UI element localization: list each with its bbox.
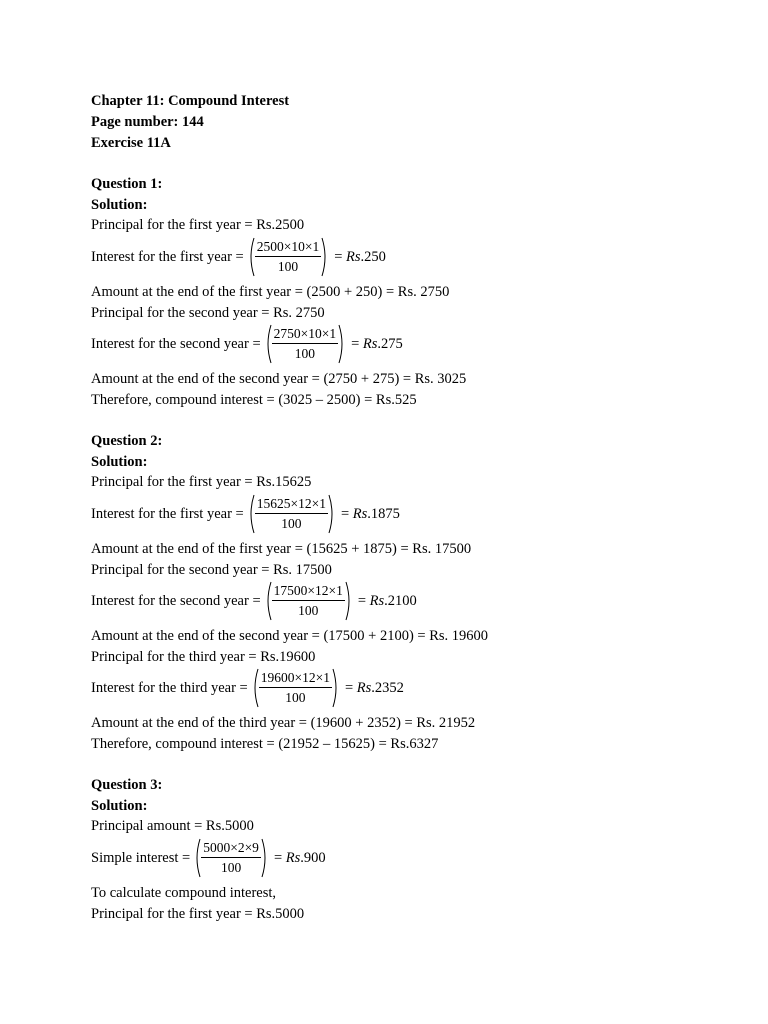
- currency-symbol: Rs: [346, 248, 361, 265]
- fraction-numerator: 17500×12×1: [273, 583, 343, 598]
- left-paren: [264, 581, 272, 621]
- fraction-denominator: 100: [281, 516, 302, 531]
- equation-label: Interest for the first year =: [91, 248, 244, 265]
- question-2-equation: [91, 492, 400, 536]
- question-1-line: Principal for the first year = Rs.2500: [91, 217, 305, 233]
- fraction-numerator: 15625×12×1: [256, 496, 326, 511]
- question-2-solution-label: Solution:: [91, 454, 148, 470]
- question-1-line: Amount at the end of the first year = (2500 + 250) = Rs. 2750: [91, 284, 450, 300]
- right-paren: [261, 838, 269, 878]
- chapter-title: Chapter 11: Compound Interest: [91, 93, 290, 109]
- right-paren: [321, 237, 329, 277]
- result-value: .250: [360, 248, 386, 265]
- question-2-line: Amount at the end of the third year = (19600 + 2352) = Rs. 21952: [91, 715, 476, 731]
- fraction-denominator: 100: [298, 603, 319, 618]
- question-2-line: Amount at the end of the second year = (17500 + 2100) = Rs. 19600: [91, 628, 489, 644]
- question-1-solution-label: Solution:: [91, 197, 148, 213]
- fraction-denominator: 100: [294, 346, 315, 361]
- question-2-line: Principal for the third year = Rs.19600: [91, 649, 316, 665]
- question-1-line: Therefore, compound interest = (3025 – 2500) = Rs.525: [91, 392, 417, 408]
- question-1-line: Principal for the second year = Rs. 2750: [91, 305, 325, 321]
- question-2-line: Principal for the second year = Rs. 17500: [91, 562, 332, 578]
- result-value: .900: [300, 849, 326, 866]
- question-3-line: Principal amount = Rs.5000: [91, 818, 254, 834]
- fraction-denominator: 100: [277, 259, 299, 274]
- equation-fraction: [193, 838, 269, 878]
- question-3-line: Principal for the first year = Rs.5000: [91, 906, 305, 922]
- left-paren: [193, 838, 201, 878]
- page-number: Page number: 144: [91, 114, 204, 130]
- question-2-title: Question 2:: [91, 433, 163, 449]
- currency-symbol: Rs: [356, 679, 372, 696]
- left-paren: [247, 237, 255, 277]
- left-paren: [264, 324, 272, 364]
- equation-result: = Rs.900: [273, 849, 326, 866]
- question-3-equation: [91, 836, 326, 880]
- equation-label: Interest for the second year =: [91, 335, 261, 352]
- equation-fraction: [251, 668, 340, 708]
- equation-label: Interest for the third year =: [91, 679, 248, 696]
- question-2-line: Principal for the first year = Rs.15625: [91, 474, 312, 490]
- equation-fraction: [247, 494, 336, 534]
- equation-result: = Rs.1875: [340, 505, 400, 522]
- question-2-line: Amount at the end of the first year = (15625 + 1875) = Rs. 17500: [91, 541, 472, 557]
- exercise-title: Exercise 11A: [91, 135, 171, 151]
- question-3-solution-label: Solution:: [91, 798, 148, 814]
- left-paren: [247, 494, 255, 534]
- fraction-denominator: 100: [220, 860, 242, 875]
- right-paren: [328, 494, 336, 534]
- currency-symbol: Rs: [369, 592, 385, 609]
- equation-result: = Rs.2352: [344, 679, 404, 696]
- question-2-line: Therefore, compound interest = (21952 – 15625) = Rs.6327: [91, 736, 439, 752]
- result-value: .1875: [367, 505, 400, 522]
- question-3-line: To calculate compound interest,: [91, 885, 277, 901]
- question-1-line: Amount at the end of the second year = (2750 + 275) = Rs. 3025: [91, 371, 467, 387]
- fraction-numerator: 5000×2×9: [203, 840, 259, 855]
- question-1-equation: [91, 235, 386, 279]
- equation-result: = Rs.250: [334, 248, 386, 265]
- result-value: .275: [377, 335, 403, 352]
- right-paren: [345, 581, 353, 621]
- fraction-denominator: 100: [285, 690, 306, 705]
- equation-label: Interest for the second year =: [91, 592, 261, 609]
- equation-fraction: [264, 324, 346, 364]
- result-value: .2100: [384, 592, 417, 609]
- currency-symbol: Rs: [362, 335, 378, 352]
- equation-label: Simple interest =: [91, 849, 191, 866]
- equation-fraction: [264, 581, 353, 621]
- currency-symbol: Rs: [285, 849, 301, 866]
- equation-result: = Rs.275: [351, 335, 403, 352]
- fraction-numerator: 2500×10×1: [256, 239, 320, 254]
- question-1-title: Question 1:: [91, 176, 163, 192]
- question-2-equation: [91, 666, 404, 710]
- question-1-equation: [91, 322, 403, 366]
- equation-result: = Rs.2100: [357, 592, 417, 609]
- right-paren: [332, 668, 340, 708]
- left-paren: [251, 668, 259, 708]
- fraction-numerator: 19600×12×1: [260, 670, 330, 685]
- question-3-title: Question 3:: [91, 777, 163, 793]
- currency-symbol: Rs: [352, 505, 368, 522]
- fraction-numerator: 2750×10×1: [273, 326, 337, 341]
- equation-label: Interest for the first year =: [91, 505, 244, 522]
- right-paren: [338, 324, 346, 364]
- question-2-equation: [91, 579, 417, 623]
- equation-fraction: [247, 237, 329, 277]
- result-value: .2352: [371, 679, 404, 696]
